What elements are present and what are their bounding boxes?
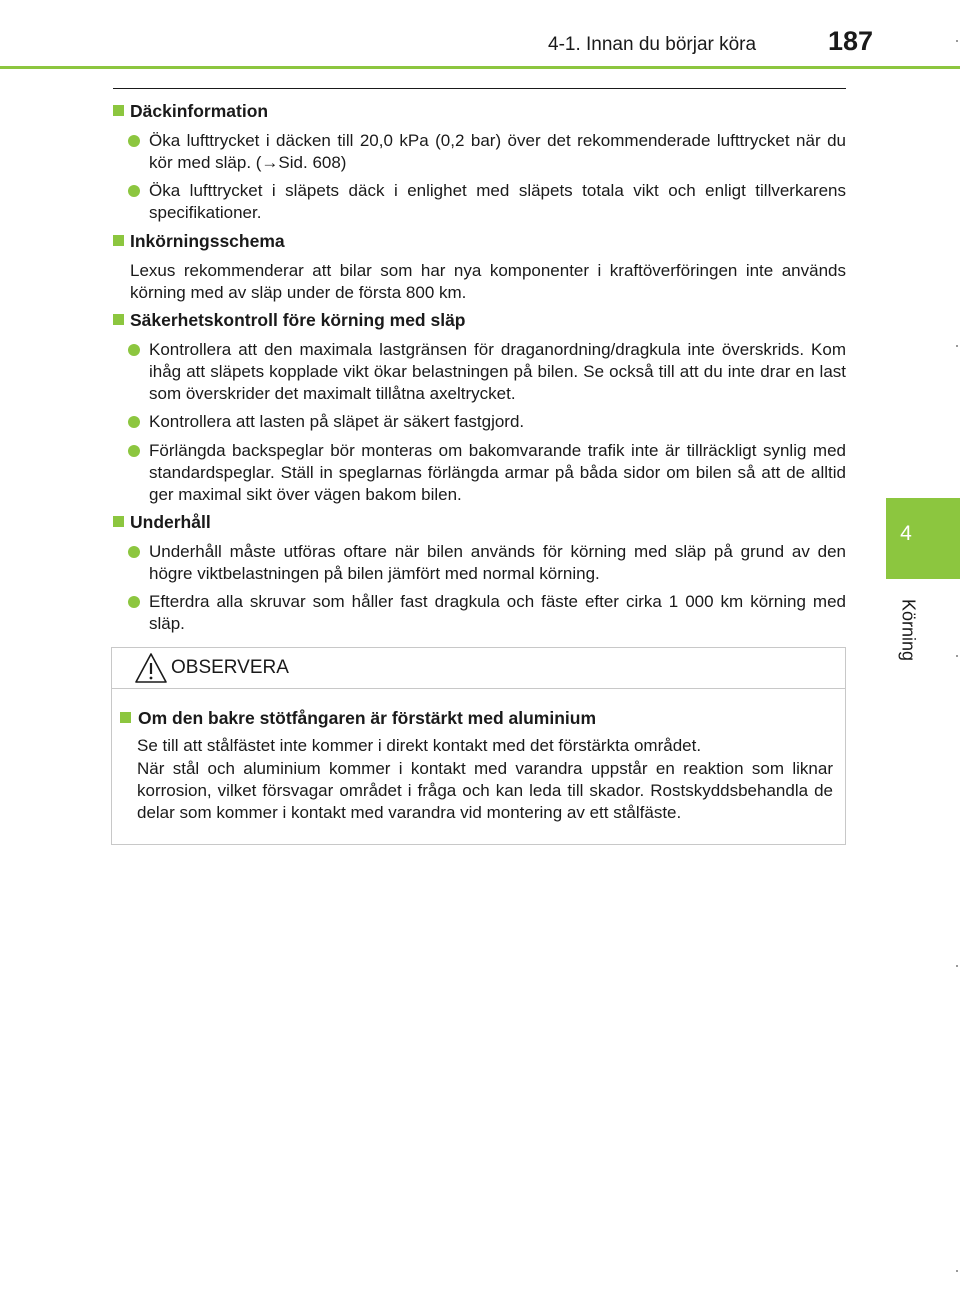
square-bullet-icon	[120, 712, 131, 723]
section-heading: Inkörningsschema	[113, 231, 285, 252]
warning-triangle-icon	[134, 652, 168, 684]
edge-mark	[956, 1270, 958, 1272]
header-rule	[0, 66, 960, 69]
edge-mark	[956, 965, 958, 967]
chapter-label	[893, 590, 923, 670]
content-rule	[113, 88, 846, 89]
round-bullet-icon	[128, 445, 140, 457]
list-item: Öka lufttrycket i släpets däck i enlighet med släpets totala vikt och enligt tillverkarens specifikationer.	[128, 180, 846, 224]
round-bullet-icon	[128, 546, 140, 558]
edge-mark	[956, 345, 958, 347]
notice-paragraph: När stål och aluminium kommer i kontakt med varandra uppstår en reaktion som liknar korrosion, vilket försvagar området i fråga och kan leda till skador. Rostskyddsbehandla de delar som kommer i kontakt med varandra vid montering av ett stålfäste.	[137, 759, 833, 822]
chapter-label-text: Körning	[898, 598, 919, 662]
square-bullet-icon	[113, 235, 124, 246]
list-item: Underhåll måste utföras oftare när bilen används för körning med släp på grund av den högre viktbelastningen på bilen jämfört med normal körning.	[128, 541, 846, 585]
square-bullet-icon	[113, 516, 124, 527]
chapter-number: 4	[900, 522, 912, 545]
list-item: Kontrollera att lasten på släpet är säkert fastgjord.	[128, 411, 846, 433]
page-number: 187	[828, 26, 874, 56]
section-heading: Underhåll	[113, 512, 211, 533]
round-bullet-icon	[128, 596, 140, 608]
round-bullet-icon	[128, 344, 140, 356]
chapter-tab	[886, 498, 960, 579]
notice-line: Se till att stålfästet inte kommer i direkt kontakt med det förstärkta området.	[137, 736, 702, 755]
section-title: 4-1. Innan du börjar köra	[548, 34, 757, 55]
round-bullet-icon	[128, 135, 140, 147]
list-item: Förlängda backspeglar bör monteras om bakomvarande trafik inte är tillräckligt synlig med standardspeglar. Ställ in speglarnas förlängda armar på båda sidor om bilen så att de alltid ger maximal sikt över vägen bakom bilen.	[128, 440, 846, 506]
notice-heading: Om den bakre stötfångaren är förstärkt med aluminium	[120, 708, 596, 729]
list-item: Efterdra alla skruvar som håller fast dragkula och fäste efter cirka 1 000 km körning med släp.	[128, 591, 846, 635]
edge-mark	[956, 655, 958, 657]
square-bullet-icon	[113, 105, 124, 116]
edge-mark	[956, 40, 958, 42]
square-bullet-icon	[113, 314, 124, 325]
paragraph: Lexus rekommenderar att bilar som har nya komponenter i kraftöverföringen inte används körning med av släp under de första 800 km.	[130, 261, 846, 302]
list-item: Kontrollera att den maximala lastgränsen för draganordning/dragkula inte överskrids. Kom ihåg att släpets kopplade vikt ökar belastningen på bilen. Se också till att du inte drar en last som överskrider det maximalt tillåtna axeltrycket.	[128, 339, 846, 405]
notice-box	[111, 647, 846, 845]
section-heading: Säkerhetskontroll före körning med släp	[113, 310, 466, 331]
notice-header	[112, 648, 845, 689]
list-item: Öka lufttrycket i däcken till 20,0 kPa (0,2 bar) över det rekommenderade lufttrycket när du kör med släp. (→Sid. 608)	[128, 130, 846, 174]
notice-title: OBSERVERA	[171, 657, 289, 678]
section-heading: Däckinformation	[113, 101, 268, 122]
round-bullet-icon	[128, 185, 140, 197]
round-bullet-icon	[128, 416, 140, 428]
